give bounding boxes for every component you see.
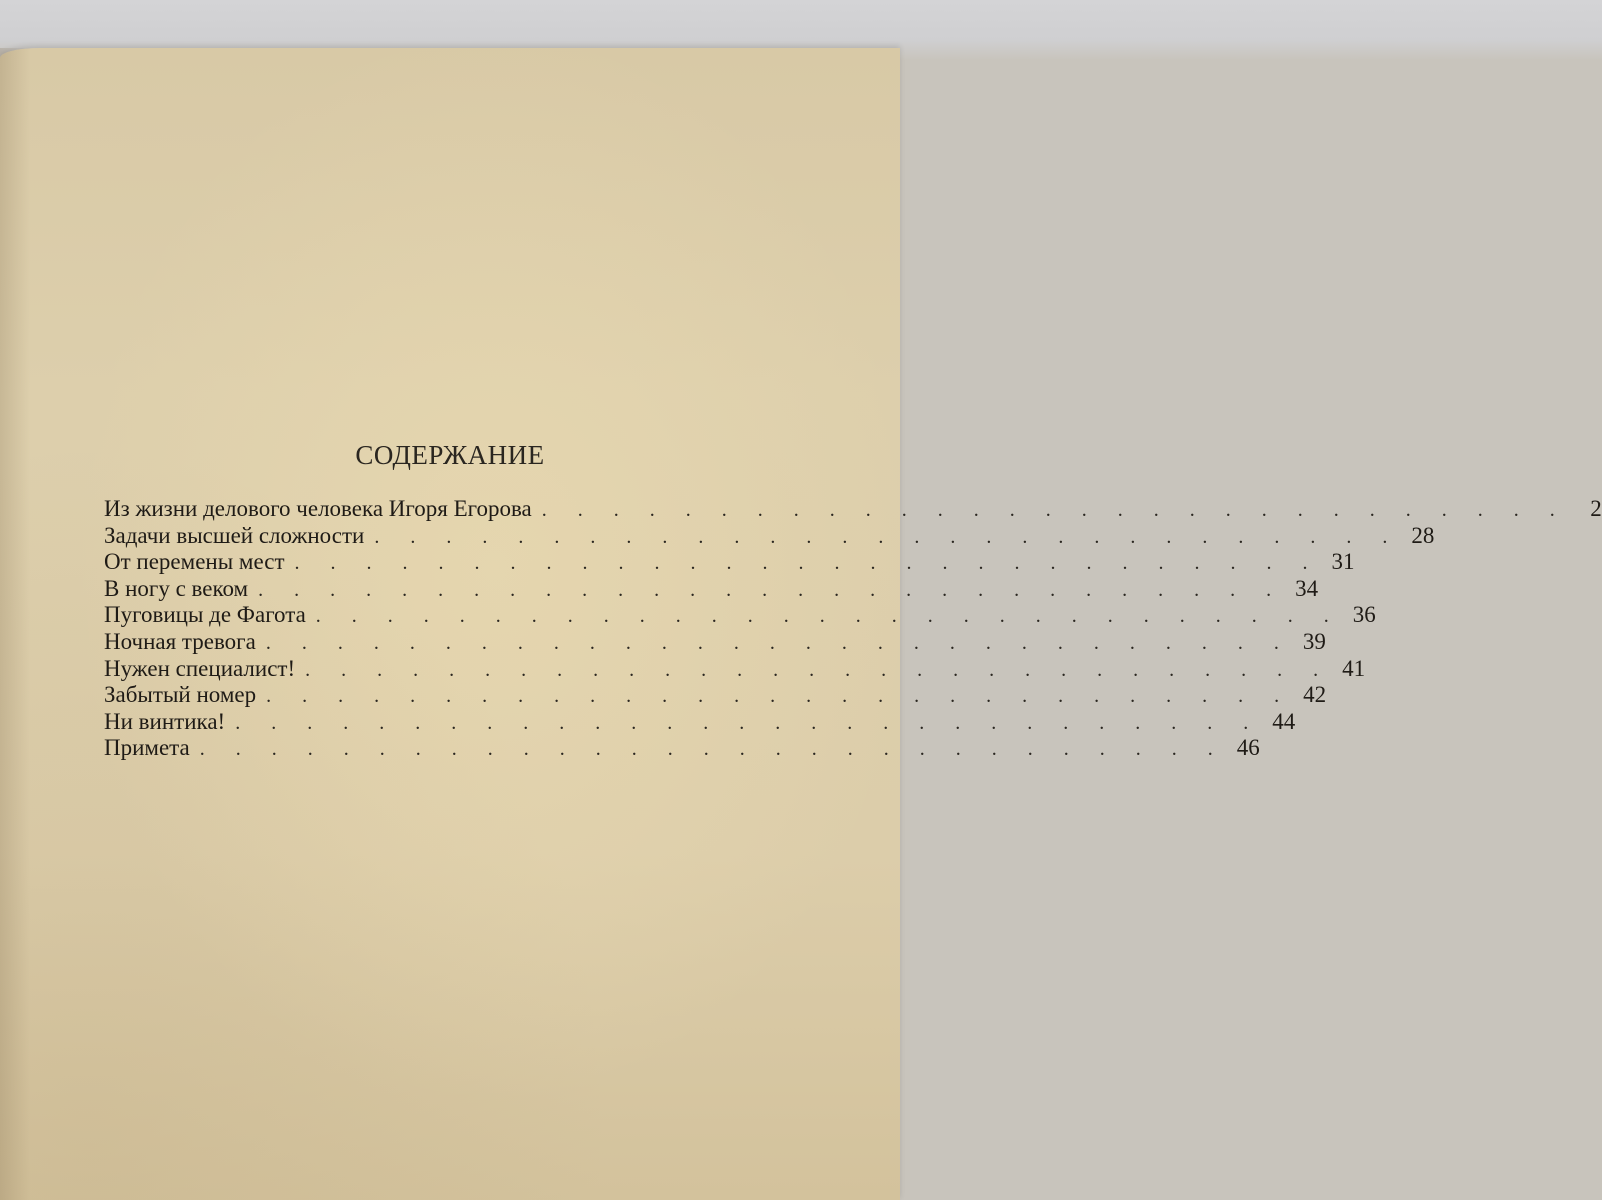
toc-entry [104,735,1260,762]
toc-entry-title: Задачи высшей сложности [104,522,365,548]
toc-entry-page: 36 [1352,602,1376,628]
toc-entry-page: 41 [1342,655,1366,681]
toc-entry [104,708,1296,736]
dot-leader: . . . . . . . . . . . . . . . . . . . . . . . . . . . . . [265,631,1292,654]
toc-entry-page: 31 [1331,549,1355,575]
toc-entry [104,682,1327,709]
toc-entry-title: Примета [104,735,190,761]
book-page [0,48,1602,1200]
dot-leader: . . . . . . . . . . . . . . . . . . . . . . . . . . . . . [235,711,1262,734]
dot-leader: . . . . . . . . . . . . . . . . . . . . . . . . . . . . . [305,658,1332,681]
toc-entry-page: 42 [1303,682,1327,708]
toc-entry-page: 39 [1302,628,1326,654]
dot-leader: . . . . . . . . . . . . . . . . . . . . . . . . . . . . . [374,525,1401,548]
toc-entry-page: 28 [1411,522,1435,548]
toc-entry-page: 2 [1590,496,1602,521]
toc-entry-page: 46 [1236,735,1260,761]
toc-entry [104,628,1326,656]
toc-entry-title: Ни винтика! [104,708,226,734]
toc-entry-title: Из жизни делового человека Игоря Егорова [104,496,532,521]
toc-entry [104,655,1366,683]
toc-entry-title: Пуговицы де Фагота [104,602,306,628]
dot-leader: . . . . . . . . . . . . . . . . . . . . . . . . . . . . . [266,685,1293,708]
toc-heading: СОДЕРЖАНИЕ [355,440,545,470]
toc-entry [104,602,1376,629]
toc-entry [104,549,1355,576]
dot-leader: . . . . . . . . . . . . . . . . . . . . . . . . . . . . . [258,578,1285,601]
dot-leader: . . . . . . . . . . . . . . . . . . . . . . . . . . . . . [541,499,1568,521]
toc-entry-page: 44 [1272,708,1296,734]
toc-entry-title: Забытый номер [104,682,257,708]
dot-leader: . . . . . . . . . . . . . . . . . . . . . . . . . . . . . [199,738,1226,761]
toc-entry [104,575,1319,603]
toc-list [104,496,1602,762]
toc-entry [104,496,1602,523]
toc-entry-title: Ночная тревога [104,628,256,654]
toc-entry-page: 34 [1295,575,1319,601]
toc-entry-title: Нужен специалист! [104,655,296,681]
dot-leader: . . . . . . . . . . . . . . . . . . . . . . . . . . . . . [294,552,1321,575]
toc-entry-title: В ногу с веком [104,575,249,601]
toc-entry [104,522,1435,550]
dot-leader: . . . . . . . . . . . . . . . . . . . . . . . . . . . . . [315,605,1342,628]
toc-entry-title: От перемены мест [104,549,285,575]
